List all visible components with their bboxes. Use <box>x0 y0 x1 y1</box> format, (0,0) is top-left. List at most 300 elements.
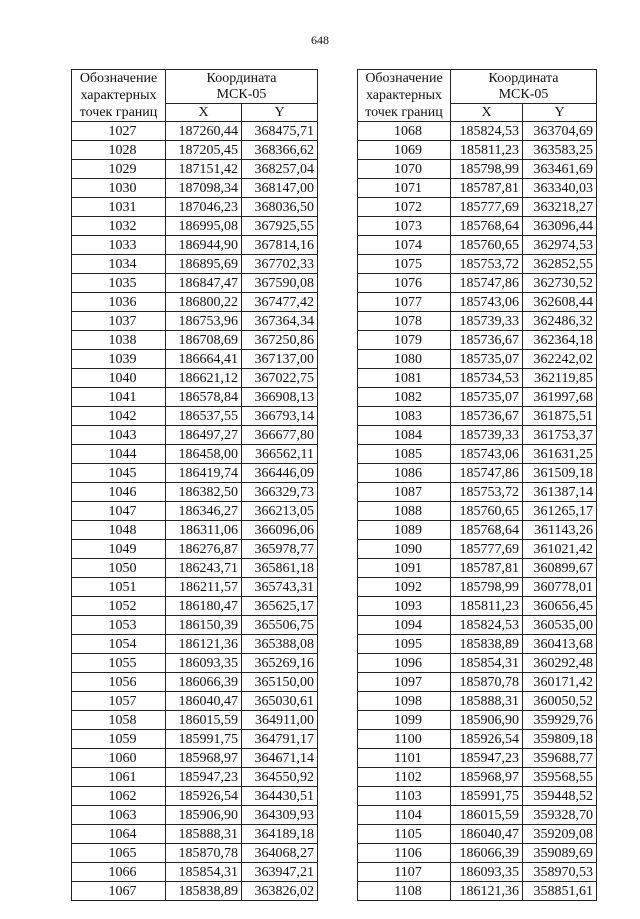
point-number-cell: 1048 <box>72 521 166 540</box>
point-number-cell: 1095 <box>358 635 451 654</box>
y-coordinate-cell: 364309,93 <box>242 806 318 825</box>
x-coordinate-cell: 185743,06 <box>451 445 523 464</box>
table-row <box>72 616 318 635</box>
x-coordinate-cell: 185811,23 <box>451 597 523 616</box>
y-coordinate-cell: 366908,13 <box>242 388 318 407</box>
point-number-cell: 1030 <box>72 179 166 198</box>
point-number-cell: 1077 <box>358 293 451 312</box>
x-coordinate-cell: 186040,47 <box>451 825 523 844</box>
y-coordinate-cell: 363096,44 <box>523 217 597 236</box>
y-coordinate-cell: 367137,00 <box>242 350 318 369</box>
table-row <box>72 217 318 236</box>
table-row <box>72 882 318 901</box>
point-number-cell: 1053 <box>72 616 166 635</box>
point-number-cell: 1107 <box>358 863 451 882</box>
point-number-cell: 1057 <box>72 692 166 711</box>
x-coordinate-cell: 186211,57 <box>166 578 242 597</box>
point-number-cell: 1032 <box>72 217 166 236</box>
x-coordinate-cell: 186753,96 <box>166 312 242 331</box>
y-coordinate-cell: 365150,00 <box>242 673 318 692</box>
y-coordinate-cell: 360656,45 <box>523 597 597 616</box>
y-coordinate-cell: 363340,03 <box>523 179 597 198</box>
table-row <box>72 863 318 882</box>
point-number-cell: 1031 <box>72 198 166 217</box>
table-row <box>72 179 318 198</box>
table-row <box>72 787 318 806</box>
point-number-cell: 1058 <box>72 711 166 730</box>
x-coordinate-cell: 185824,53 <box>451 122 523 141</box>
point-number-cell: 1090 <box>358 540 451 559</box>
table-row <box>358 388 597 407</box>
x-coordinate-cell: 185811,23 <box>451 141 523 160</box>
table-row <box>72 635 318 654</box>
y-coordinate-cell: 362608,44 <box>523 293 597 312</box>
y-coordinate-cell: 361753,37 <box>523 426 597 445</box>
y-coordinate-cell: 360413,68 <box>523 635 597 654</box>
y-coordinate-cell: 359688,77 <box>523 749 597 768</box>
table-row <box>72 141 318 160</box>
x-coordinate-cell: 185734,53 <box>451 369 523 388</box>
table-row <box>72 711 318 730</box>
point-number-cell: 1071 <box>358 179 451 198</box>
table-row <box>358 844 597 863</box>
point-number-cell: 1088 <box>358 502 451 521</box>
x-coordinate-cell: 186121,36 <box>166 635 242 654</box>
table-row <box>72 483 318 502</box>
table-row <box>358 179 597 198</box>
x-coordinate-cell: 185870,78 <box>166 844 242 863</box>
x-coordinate-cell: 186180,47 <box>166 597 242 616</box>
y-coordinate-cell: 366329,73 <box>242 483 318 502</box>
table-row <box>72 540 318 559</box>
point-number-cell: 1083 <box>358 407 451 426</box>
table-row <box>358 882 597 901</box>
x-coordinate-cell: 186243,71 <box>166 559 242 578</box>
x-coordinate-cell: 185787,81 <box>451 559 523 578</box>
y-coordinate-cell: 359929,76 <box>523 711 597 730</box>
x-coordinate-cell: 186419,74 <box>166 464 242 483</box>
y-coordinate-cell: 364189,18 <box>242 825 318 844</box>
table-row <box>358 787 597 806</box>
header-x: X <box>451 104 523 122</box>
point-number-cell: 1035 <box>72 274 166 293</box>
x-coordinate-cell: 187098,34 <box>166 179 242 198</box>
y-coordinate-cell: 360050,52 <box>523 692 597 711</box>
table-row <box>72 559 318 578</box>
table-row <box>358 160 597 179</box>
point-number-cell: 1080 <box>358 350 451 369</box>
y-coordinate-cell: 358970,53 <box>523 863 597 882</box>
point-number-cell: 1081 <box>358 369 451 388</box>
point-number-cell: 1085 <box>358 445 451 464</box>
x-coordinate-cell: 185760,65 <box>451 236 523 255</box>
y-coordinate-cell: 361387,14 <box>523 483 597 502</box>
y-coordinate-cell: 362242,02 <box>523 350 597 369</box>
x-coordinate-cell: 186578,84 <box>166 388 242 407</box>
y-coordinate-cell: 365030,61 <box>242 692 318 711</box>
header-coordinate-line2: МСК-05 <box>216 86 267 102</box>
y-coordinate-cell: 363583,25 <box>523 141 597 160</box>
point-number-cell: 1052 <box>72 597 166 616</box>
table-row <box>72 122 318 141</box>
table-row <box>358 673 597 692</box>
y-coordinate-cell: 359568,55 <box>523 768 597 787</box>
point-number-cell: 1036 <box>72 293 166 312</box>
x-coordinate-cell: 185854,31 <box>166 863 242 882</box>
x-coordinate-cell: 185888,31 <box>166 825 242 844</box>
x-coordinate-cell: 185968,97 <box>451 768 523 787</box>
point-number-cell: 1100 <box>358 730 451 749</box>
x-coordinate-cell: 185968,97 <box>166 749 242 768</box>
y-coordinate-cell: 366793,14 <box>242 407 318 426</box>
table-row <box>358 654 597 673</box>
x-coordinate-cell: 185747,86 <box>451 274 523 293</box>
y-coordinate-cell: 368257,04 <box>242 160 318 179</box>
point-number-cell: 1047 <box>72 502 166 521</box>
point-number-cell: 1064 <box>72 825 166 844</box>
y-coordinate-cell: 361143,26 <box>523 521 597 540</box>
x-coordinate-cell: 185991,75 <box>451 787 523 806</box>
table-row <box>358 768 597 787</box>
y-coordinate-cell: 363218,27 <box>523 198 597 217</box>
x-coordinate-cell: 186040,47 <box>166 692 242 711</box>
x-coordinate-cell: 186800,22 <box>166 293 242 312</box>
table-row <box>358 407 597 426</box>
y-coordinate-cell: 361631,25 <box>523 445 597 464</box>
x-coordinate-cell: 186458,00 <box>166 445 242 464</box>
point-number-cell: 1106 <box>358 844 451 863</box>
y-coordinate-cell: 367590,08 <box>242 274 318 293</box>
table-row <box>72 578 318 597</box>
page-number: 648 <box>311 33 329 47</box>
point-number-cell: 1029 <box>72 160 166 179</box>
x-coordinate-cell: 186664,41 <box>166 350 242 369</box>
x-coordinate-cell: 185736,67 <box>451 331 523 350</box>
header-coordinate <box>451 70 597 104</box>
table-row <box>358 559 597 578</box>
header-coordinate <box>166 70 318 104</box>
x-coordinate-cell: 185735,07 <box>451 388 523 407</box>
y-coordinate-cell: 358851,61 <box>523 882 597 901</box>
y-coordinate-cell: 368475,71 <box>242 122 318 141</box>
table-row <box>72 521 318 540</box>
point-number-cell: 1082 <box>358 388 451 407</box>
point-number-cell: 1060 <box>72 749 166 768</box>
y-coordinate-cell: 367022,75 <box>242 369 318 388</box>
point-number-cell: 1099 <box>358 711 451 730</box>
y-coordinate-cell: 362364,18 <box>523 331 597 350</box>
table-row <box>358 217 597 236</box>
table-row <box>358 616 597 635</box>
y-coordinate-cell: 364911,00 <box>242 711 318 730</box>
x-coordinate-cell: 185947,23 <box>166 768 242 787</box>
table-row <box>72 654 318 673</box>
y-coordinate-cell: 364550,92 <box>242 768 318 787</box>
y-coordinate-cell: 361875,51 <box>523 407 597 426</box>
table-row <box>358 274 597 293</box>
point-number-cell: 1098 <box>358 692 451 711</box>
table-body-right <box>358 122 597 901</box>
point-number-cell: 1033 <box>72 236 166 255</box>
x-coordinate-cell: 186995,08 <box>166 217 242 236</box>
y-coordinate-cell: 367925,55 <box>242 217 318 236</box>
x-coordinate-cell: 185824,53 <box>451 616 523 635</box>
table-row <box>358 255 597 274</box>
header-designation-line3: точек границ <box>365 105 443 120</box>
point-number-cell: 1105 <box>358 825 451 844</box>
table-row <box>72 692 318 711</box>
point-number-cell: 1044 <box>72 445 166 464</box>
y-coordinate-cell: 366213,05 <box>242 502 318 521</box>
table-row <box>358 730 597 749</box>
point-number-cell: 1068 <box>358 122 451 141</box>
point-number-cell: 1104 <box>358 806 451 825</box>
y-coordinate-cell: 363704,69 <box>523 122 597 141</box>
point-number-cell: 1093 <box>358 597 451 616</box>
x-coordinate-cell: 185747,86 <box>451 464 523 483</box>
table-row <box>358 502 597 521</box>
table-row <box>72 768 318 787</box>
table-row <box>72 388 318 407</box>
x-coordinate-cell: 185906,90 <box>166 806 242 825</box>
header-y: Y <box>242 104 318 122</box>
x-coordinate-cell: 185736,67 <box>451 407 523 426</box>
point-number-cell: 1074 <box>358 236 451 255</box>
x-coordinate-cell: 185947,23 <box>451 749 523 768</box>
x-coordinate-cell: 186311,06 <box>166 521 242 540</box>
header-designation-line2: характерных <box>80 88 157 103</box>
y-coordinate-cell: 363826,02 <box>242 882 318 901</box>
x-coordinate-cell: 185768,64 <box>451 521 523 540</box>
table-row <box>358 369 597 388</box>
table-row <box>358 521 597 540</box>
point-number-cell: 1103 <box>358 787 451 806</box>
x-coordinate-cell: 186497,27 <box>166 426 242 445</box>
table-row <box>72 844 318 863</box>
table-row <box>358 483 597 502</box>
x-coordinate-cell: 186121,36 <box>451 882 523 901</box>
x-coordinate-cell: 187205,45 <box>166 141 242 160</box>
table-row <box>72 369 318 388</box>
table-row <box>72 426 318 445</box>
y-coordinate-cell: 365269,16 <box>242 654 318 673</box>
point-number-cell: 1108 <box>358 882 451 901</box>
table-row <box>72 749 318 768</box>
header-x: X <box>166 104 242 122</box>
y-coordinate-cell: 360899,67 <box>523 559 597 578</box>
table-row <box>358 578 597 597</box>
point-number-cell: 1043 <box>72 426 166 445</box>
table-row <box>358 198 597 217</box>
point-number-cell: 1079 <box>358 331 451 350</box>
y-coordinate-cell: 365861,18 <box>242 559 318 578</box>
table-row <box>358 426 597 445</box>
table-row <box>358 806 597 825</box>
x-coordinate-cell: 185926,54 <box>166 787 242 806</box>
table-row <box>72 350 318 369</box>
table-row <box>358 350 597 369</box>
x-coordinate-cell: 185906,90 <box>451 711 523 730</box>
table-row <box>358 825 597 844</box>
y-coordinate-cell: 365506,75 <box>242 616 318 635</box>
y-coordinate-cell: 362852,55 <box>523 255 597 274</box>
point-number-cell: 1050 <box>72 559 166 578</box>
table-row <box>72 293 318 312</box>
y-coordinate-cell: 362486,32 <box>523 312 597 331</box>
point-number-cell: 1038 <box>72 331 166 350</box>
y-coordinate-cell: 364430,51 <box>242 787 318 806</box>
table-row <box>358 312 597 331</box>
point-number-cell: 1028 <box>72 141 166 160</box>
x-coordinate-cell: 185798,99 <box>451 578 523 597</box>
x-coordinate-cell: 186944,90 <box>166 236 242 255</box>
x-coordinate-cell: 185739,33 <box>451 312 523 331</box>
x-coordinate-cell: 186708,69 <box>166 331 242 350</box>
table-row <box>358 540 597 559</box>
y-coordinate-cell: 364671,14 <box>242 749 318 768</box>
y-coordinate-cell: 367702,33 <box>242 255 318 274</box>
y-coordinate-cell: 360292,48 <box>523 654 597 673</box>
x-coordinate-cell: 186537,55 <box>166 407 242 426</box>
table-row <box>358 597 597 616</box>
point-number-cell: 1062 <box>72 787 166 806</box>
point-number-cell: 1055 <box>72 654 166 673</box>
y-coordinate-cell: 359809,18 <box>523 730 597 749</box>
y-coordinate-cell: 365978,77 <box>242 540 318 559</box>
table-row <box>358 863 597 882</box>
header-designation-line1: Обозначение <box>79 71 158 86</box>
x-coordinate-cell: 186066,39 <box>451 844 523 863</box>
point-number-cell: 1063 <box>72 806 166 825</box>
y-coordinate-cell: 366677,80 <box>242 426 318 445</box>
y-coordinate-cell: 361509,18 <box>523 464 597 483</box>
table-row <box>358 635 597 654</box>
point-number-cell: 1027 <box>72 122 166 141</box>
point-number-cell: 1069 <box>358 141 451 160</box>
point-number-cell: 1087 <box>358 483 451 502</box>
point-number-cell: 1101 <box>358 749 451 768</box>
point-number-cell: 1072 <box>358 198 451 217</box>
x-coordinate-cell: 186015,59 <box>451 806 523 825</box>
x-coordinate-cell: 185870,78 <box>451 673 523 692</box>
table-row <box>72 407 318 426</box>
point-number-cell: 1061 <box>72 768 166 787</box>
x-coordinate-cell: 185926,54 <box>451 730 523 749</box>
table-row <box>72 673 318 692</box>
table-row <box>72 312 318 331</box>
point-number-cell: 1070 <box>358 160 451 179</box>
point-number-cell: 1096 <box>358 654 451 673</box>
point-number-cell: 1059 <box>72 730 166 749</box>
y-coordinate-cell: 368147,00 <box>242 179 318 198</box>
y-coordinate-cell: 368366,62 <box>242 141 318 160</box>
table-row <box>72 198 318 217</box>
table-body-left <box>72 122 318 901</box>
y-coordinate-cell: 365625,17 <box>242 597 318 616</box>
x-coordinate-cell: 187046,23 <box>166 198 242 217</box>
point-number-cell: 1051 <box>72 578 166 597</box>
table-row <box>72 236 318 255</box>
point-number-cell: 1102 <box>358 768 451 787</box>
x-coordinate-cell: 185777,69 <box>451 198 523 217</box>
y-coordinate-cell: 359089,69 <box>523 844 597 863</box>
y-coordinate-cell: 359328,70 <box>523 806 597 825</box>
y-coordinate-cell: 362119,85 <box>523 369 597 388</box>
x-coordinate-cell: 185739,33 <box>451 426 523 445</box>
table-row <box>72 445 318 464</box>
header-designation-line1: Обозначение <box>365 71 443 86</box>
table-row <box>358 692 597 711</box>
point-number-cell: 1067 <box>72 882 166 901</box>
y-coordinate-cell: 359209,08 <box>523 825 597 844</box>
table-row <box>358 445 597 464</box>
y-coordinate-cell: 362730,52 <box>523 274 597 293</box>
y-coordinate-cell: 359448,52 <box>523 787 597 806</box>
point-number-cell: 1076 <box>358 274 451 293</box>
table-row <box>358 293 597 312</box>
x-coordinate-cell: 186346,27 <box>166 502 242 521</box>
table-row <box>72 730 318 749</box>
x-coordinate-cell: 185838,89 <box>451 635 523 654</box>
x-coordinate-cell: 187151,42 <box>166 160 242 179</box>
y-coordinate-cell: 364068,27 <box>242 844 318 863</box>
y-coordinate-cell: 360171,42 <box>523 673 597 692</box>
header-designation-line2: характерных <box>365 88 443 103</box>
x-coordinate-cell: 185991,75 <box>166 730 242 749</box>
point-number-cell: 1078 <box>358 312 451 331</box>
x-coordinate-cell: 185787,81 <box>451 179 523 198</box>
header-coordinate-line1: Координата <box>488 70 559 86</box>
y-coordinate-cell: 367477,42 <box>242 293 318 312</box>
table-row <box>358 749 597 768</box>
table-row <box>72 255 318 274</box>
table-row <box>72 597 318 616</box>
table-row <box>358 236 597 255</box>
point-number-cell: 1039 <box>72 350 166 369</box>
x-coordinate-cell: 186150,39 <box>166 616 242 635</box>
header-coordinate-line1: Координата <box>206 70 277 86</box>
point-number-cell: 1041 <box>72 388 166 407</box>
x-coordinate-cell: 185888,31 <box>451 692 523 711</box>
point-number-cell: 1097 <box>358 673 451 692</box>
header-designation-line3: точек границ <box>79 105 158 120</box>
point-number-cell: 1045 <box>72 464 166 483</box>
point-number-cell: 1042 <box>72 407 166 426</box>
point-number-cell: 1086 <box>358 464 451 483</box>
x-coordinate-cell: 186276,87 <box>166 540 242 559</box>
table-row <box>358 122 597 141</box>
x-coordinate-cell: 187260,44 <box>166 122 242 141</box>
y-coordinate-cell: 363461,69 <box>523 160 597 179</box>
y-coordinate-cell: 360535,00 <box>523 616 597 635</box>
header-y: Y <box>523 104 597 122</box>
y-coordinate-cell: 366446,09 <box>242 464 318 483</box>
point-number-cell: 1065 <box>72 844 166 863</box>
y-coordinate-cell: 362974,53 <box>523 236 597 255</box>
y-coordinate-cell: 367364,34 <box>242 312 318 331</box>
point-number-cell: 1075 <box>358 255 451 274</box>
y-coordinate-cell: 365743,31 <box>242 578 318 597</box>
x-coordinate-cell: 185777,69 <box>451 540 523 559</box>
x-coordinate-cell: 186015,59 <box>166 711 242 730</box>
point-number-cell: 1049 <box>72 540 166 559</box>
y-coordinate-cell: 366096,06 <box>242 521 318 540</box>
y-coordinate-cell: 363947,21 <box>242 863 318 882</box>
x-coordinate-cell: 186847,47 <box>166 274 242 293</box>
x-coordinate-cell: 185854,31 <box>451 654 523 673</box>
y-coordinate-cell: 365388,08 <box>242 635 318 654</box>
coordinates-table-left <box>71 69 318 901</box>
